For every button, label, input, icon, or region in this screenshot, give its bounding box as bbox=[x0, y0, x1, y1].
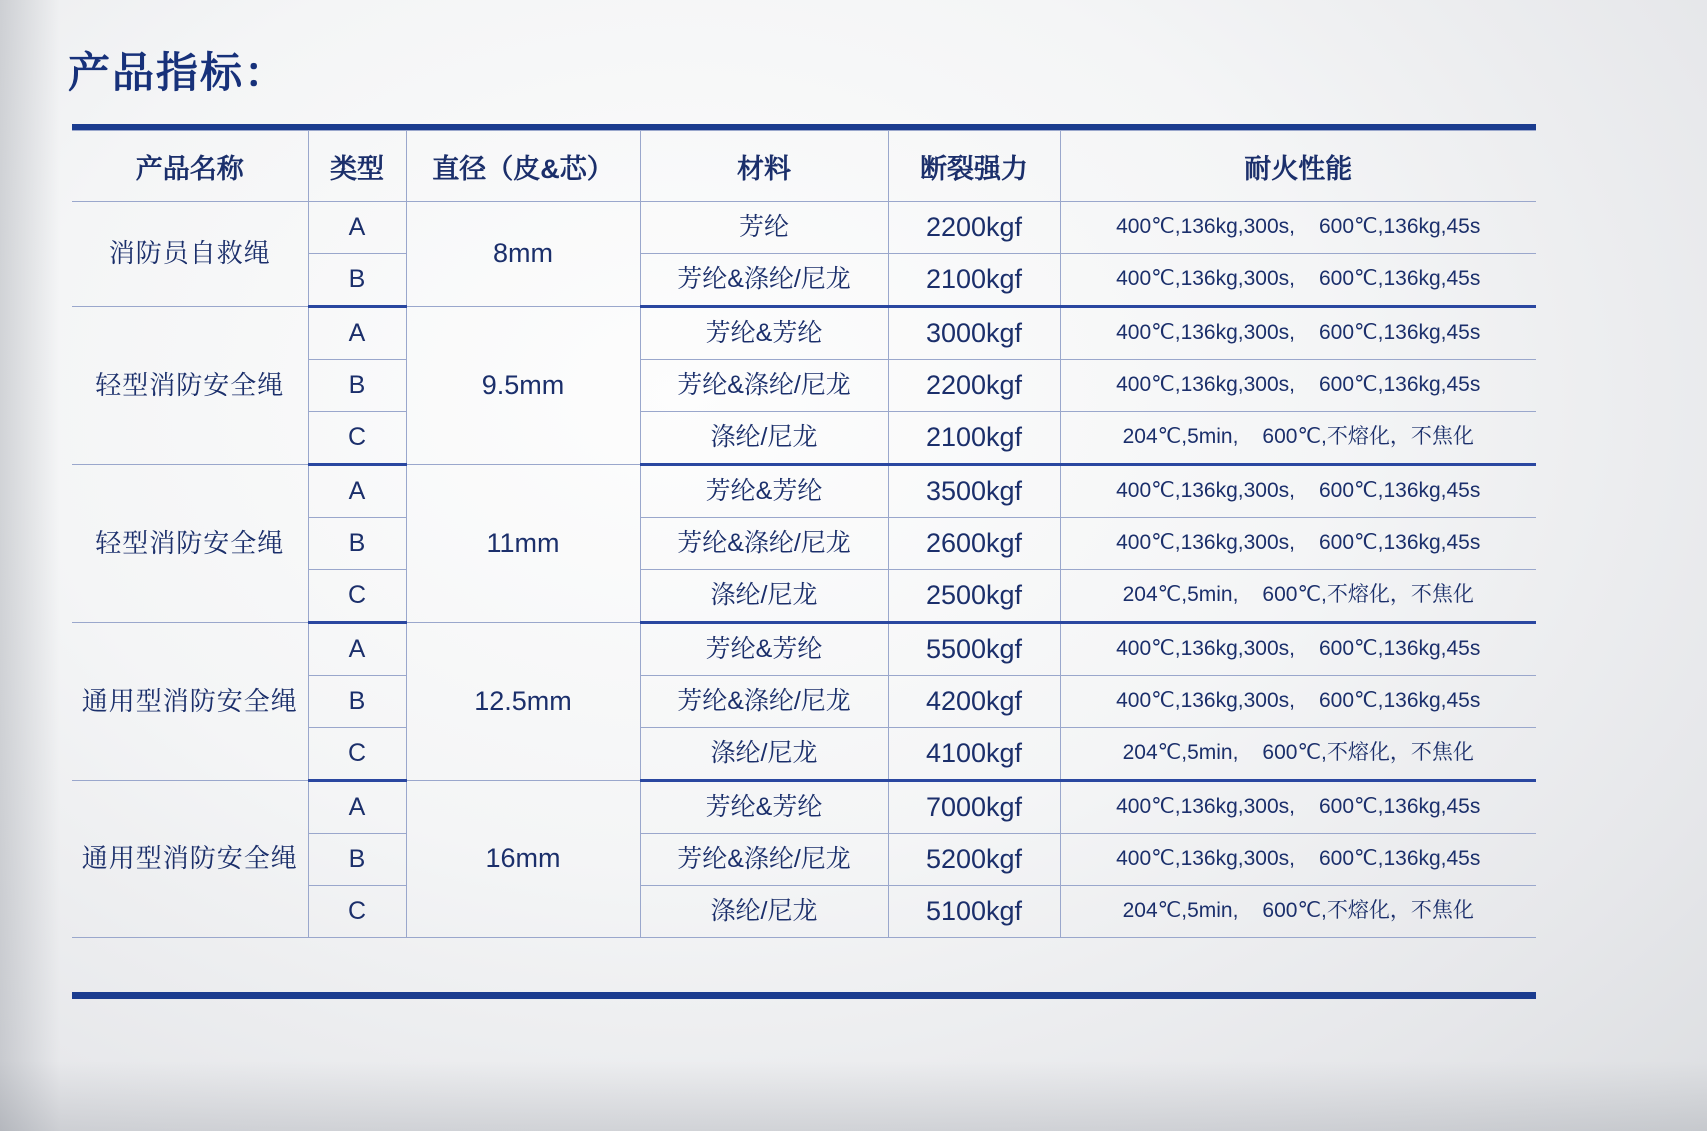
cell-type: C bbox=[308, 412, 406, 465]
cell-fire-resistance bbox=[1060, 728, 1536, 781]
cell-fire-resistance bbox=[1060, 676, 1536, 728]
cell-fire-resistance bbox=[1060, 886, 1536, 938]
fire-condition-2: 600℃,不熔化，不焦化 bbox=[1262, 899, 1474, 923]
cell-breaking-strength: 5500kgf bbox=[888, 623, 1060, 676]
cell-breaking-strength: 2500kgf bbox=[888, 570, 1060, 623]
cell-material: 芳纶&芳纶 bbox=[640, 781, 888, 834]
cell-breaking-strength: 2200kgf bbox=[888, 360, 1060, 412]
cell-material: 涤纶/尼龙 bbox=[640, 412, 888, 465]
cell-type: B bbox=[308, 834, 406, 886]
fire-condition-1: 204℃,5min, bbox=[1122, 425, 1239, 449]
cell-fire-resistance bbox=[1060, 202, 1536, 254]
product-spec-table bbox=[72, 130, 1536, 938]
fire-condition-2: 600℃,136kg,45s bbox=[1319, 479, 1481, 503]
cell-type: C bbox=[308, 886, 406, 938]
cell-diameter: 9.5mm bbox=[406, 307, 640, 465]
table-row bbox=[72, 781, 1536, 834]
cell-fire-resistance bbox=[1060, 254, 1536, 307]
table-row bbox=[72, 307, 1536, 360]
table-bottom-rule bbox=[72, 992, 1536, 999]
cell-type: B bbox=[308, 518, 406, 570]
table-header bbox=[72, 131, 1536, 202]
cell-diameter: 12.5mm bbox=[406, 623, 640, 781]
fire-condition-2: 600℃,136kg,45s bbox=[1319, 321, 1481, 345]
cell-product-name: 通用型消防安全绳 bbox=[72, 623, 308, 781]
fire-condition-1: 400℃,136kg,300s, bbox=[1116, 847, 1295, 871]
fire-condition-2: 600℃,136kg,45s bbox=[1319, 795, 1481, 819]
table-row bbox=[72, 465, 1536, 518]
cell-product-name: 通用型消防安全绳 bbox=[72, 781, 308, 938]
cell-type: B bbox=[308, 360, 406, 412]
fire-condition-1: 204℃,5min, bbox=[1122, 899, 1239, 923]
cell-material: 涤纶/尼龙 bbox=[640, 570, 888, 623]
table-row bbox=[72, 623, 1536, 676]
column-header-diameter: 直径（皮&芯） bbox=[406, 131, 640, 202]
cell-type: A bbox=[308, 202, 406, 254]
cell-breaking-strength: 5100kgf bbox=[888, 886, 1060, 938]
fire-condition-2: 600℃,不熔化，不焦化 bbox=[1262, 583, 1474, 607]
cell-type: A bbox=[308, 307, 406, 360]
column-header-material: 材料 bbox=[640, 131, 888, 202]
cell-fire-resistance bbox=[1060, 781, 1536, 834]
cell-material: 涤纶/尼龙 bbox=[640, 728, 888, 781]
cell-material: 芳纶 bbox=[640, 202, 888, 254]
fire-condition-2: 600℃,136kg,45s bbox=[1319, 215, 1481, 239]
cell-fire-resistance bbox=[1060, 412, 1536, 465]
cell-fire-resistance bbox=[1060, 518, 1536, 570]
cell-material: 芳纶&芳纶 bbox=[640, 307, 888, 360]
column-header-type: 类型 bbox=[308, 131, 406, 202]
table-row bbox=[72, 202, 1536, 254]
cell-material: 芳纶&涤纶/尼龙 bbox=[640, 360, 888, 412]
fire-condition-1: 400℃,136kg,300s, bbox=[1116, 479, 1295, 503]
cell-type: A bbox=[308, 465, 406, 518]
fire-condition-1: 400℃,136kg,300s, bbox=[1116, 637, 1295, 661]
cell-fire-resistance bbox=[1060, 623, 1536, 676]
cell-material: 芳纶&涤纶/尼龙 bbox=[640, 254, 888, 307]
cell-fire-resistance bbox=[1060, 465, 1536, 518]
cell-fire-resistance bbox=[1060, 360, 1536, 412]
fire-condition-2: 600℃,136kg,45s bbox=[1319, 373, 1481, 397]
column-header-fire-resistance: 耐火性能 bbox=[1060, 131, 1536, 202]
fire-condition-1: 400℃,136kg,300s, bbox=[1116, 267, 1295, 291]
cell-type: A bbox=[308, 623, 406, 676]
cell-type: C bbox=[308, 570, 406, 623]
cell-product-name: 消防员自救绳 bbox=[72, 202, 308, 307]
column-header-breaking-strength: 断裂强力 bbox=[888, 131, 1060, 202]
cell-breaking-strength: 3500kgf bbox=[888, 465, 1060, 518]
cell-product-name: 轻型消防安全绳 bbox=[72, 307, 308, 465]
cell-fire-resistance bbox=[1060, 834, 1536, 886]
fire-condition-1: 400℃,136kg,300s, bbox=[1116, 321, 1295, 345]
table-header-row bbox=[72, 131, 1536, 202]
cell-type: C bbox=[308, 728, 406, 781]
cell-fire-resistance bbox=[1060, 307, 1536, 360]
cell-type: B bbox=[308, 254, 406, 307]
cell-diameter: 11mm bbox=[406, 465, 640, 623]
cell-diameter: 8mm bbox=[406, 202, 640, 307]
fire-condition-1: 400℃,136kg,300s, bbox=[1116, 531, 1295, 555]
cell-material: 涤纶/尼龙 bbox=[640, 886, 888, 938]
fire-condition-2: 600℃,不熔化，不焦化 bbox=[1262, 425, 1474, 449]
cell-breaking-strength: 5200kgf bbox=[888, 834, 1060, 886]
cell-type: A bbox=[308, 781, 406, 834]
fire-condition-1: 400℃,136kg,300s, bbox=[1116, 215, 1295, 239]
cell-material: 芳纶&涤纶/尼龙 bbox=[640, 676, 888, 728]
fire-condition-2: 600℃,不熔化，不焦化 bbox=[1262, 741, 1474, 765]
fire-condition-2: 600℃,136kg,45s bbox=[1319, 267, 1481, 291]
table-body bbox=[72, 202, 1536, 938]
fire-condition-1: 204℃,5min, bbox=[1122, 583, 1239, 607]
cell-breaking-strength: 2200kgf bbox=[888, 202, 1060, 254]
fire-condition-1: 400℃,136kg,300s, bbox=[1116, 689, 1295, 713]
cell-breaking-strength: 7000kgf bbox=[888, 781, 1060, 834]
page-title: 产品指标： bbox=[68, 49, 289, 96]
cell-diameter: 16mm bbox=[406, 781, 640, 938]
cell-breaking-strength: 3000kgf bbox=[888, 307, 1060, 360]
cell-material: 芳纶&涤纶/尼龙 bbox=[640, 518, 888, 570]
fire-condition-1: 400℃,136kg,300s, bbox=[1116, 795, 1295, 819]
cell-breaking-strength: 4200kgf bbox=[888, 676, 1060, 728]
cell-breaking-strength: 2100kgf bbox=[888, 254, 1060, 307]
cell-fire-resistance bbox=[1060, 570, 1536, 623]
fire-condition-2: 600℃,136kg,45s bbox=[1319, 531, 1481, 555]
fire-condition-2: 600℃,136kg,45s bbox=[1319, 689, 1481, 713]
fire-condition-1: 204℃,5min, bbox=[1122, 741, 1239, 765]
cell-breaking-strength: 4100kgf bbox=[888, 728, 1060, 781]
fire-condition-2: 600℃,136kg,45s bbox=[1319, 847, 1481, 871]
cell-breaking-strength: 2600kgf bbox=[888, 518, 1060, 570]
cell-material: 芳纶&芳纶 bbox=[640, 623, 888, 676]
column-header-product-name: 产品名称 bbox=[72, 131, 308, 202]
cell-breaking-strength: 2100kgf bbox=[888, 412, 1060, 465]
cell-type: B bbox=[308, 676, 406, 728]
cell-material: 芳纶&涤纶/尼龙 bbox=[640, 834, 888, 886]
fire-condition-1: 400℃,136kg,300s, bbox=[1116, 373, 1295, 397]
cell-product-name: 轻型消防安全绳 bbox=[72, 465, 308, 623]
fire-condition-2: 600℃,136kg,45s bbox=[1319, 637, 1481, 661]
cell-material: 芳纶&芳纶 bbox=[640, 465, 888, 518]
